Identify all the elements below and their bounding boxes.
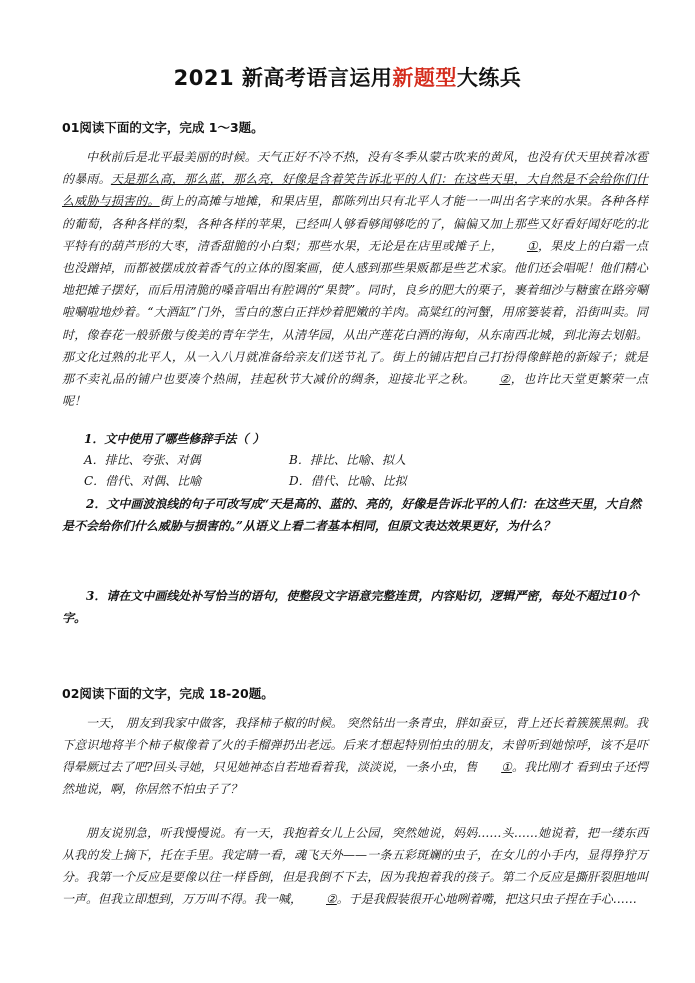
section2-paragraph-1 (62, 712, 648, 800)
section1-heading: 01阅读下面的文字，完成 1～3题。 (62, 120, 264, 135)
title-suffix: 大练兵 (456, 66, 522, 90)
section1-passage (62, 146, 648, 412)
question-1-options-row-2 (84, 471, 494, 492)
passage-text-c: ，果皮上的白霜一点也没蹭掉，而都被摆成放着香气的立体的图案画，使人感到那些果贩都是些艺术家。他们还会唱呢！他们精心地把摊子摆好，而后用清脆的嗓音唱出有腔调的“果赞”。同时，良乡的肥大的栗子，裹着细沙与糖蜜在路旁唰啦唰啦地炒着。“大酒缸”门外，雪白的葱白正拌炒着肥嫩的羊肉。高粱红的河蟹，用席篓装着，沿街叫卖。同时，像春花一般骄傲与俊美的青年学生，从清华园，从出产莲花白酒的海甸，从东南西北城，到北海去划船。那文化过熟的北平人，从一入八月就准备给亲友们送节礼了。街上的铺店把自己打扮得像鲜艳的新嫁子；就是那不卖礼品的铺户也要凑个热闹，挂起秋节大减价的绸条，迎接北平之秋。 (62, 238, 648, 387)
section2-heading: 02阅读下面的文字，完成 18-20题。 (62, 686, 274, 701)
blank-2: ② (499, 372, 511, 387)
section2-blank-1: ① (501, 760, 512, 774)
question-1: 1．文中使用了哪些修辞手法（ ） (84, 432, 265, 446)
option-c: C．借代、对偶、比喻 (84, 474, 202, 488)
option-d: D．借代、比喻、比拟 (289, 474, 407, 488)
document-title (0, 62, 695, 92)
question-3: 3．请在文中画线处补写恰当的语句，使整段文字语意完整连贯，内容贴切，逻辑严密，每处不超过10个字。 (62, 589, 640, 625)
section2-paragraph-2 (62, 822, 648, 910)
title-prefix: 2021 新高考语言运用 (173, 66, 393, 90)
section2-blank-2: ② (326, 892, 337, 906)
section2-p1-text-b: 。我比刚才 看到虫子还愕然地说，啊，你居然不怕虫子了？ (62, 760, 649, 796)
passage-text-d: ，也许比天堂更繁荣一点呢！ (62, 372, 648, 409)
option-b: B．排比、比喻、拟人 (289, 453, 406, 467)
passage-text-b: 街上的高摊与地摊，和果店里，都陈列出只有北平人才能一一叫出名字来的水果。各种各样的葡萄，各种各样的梨，各种各样的苹果，已经叫人够看够闻够吃的了，偏偏又加上那些又好看好闻好吃的北平特有的葫芦形的大枣，清香甜脆的小白梨；那些水果，无论是在店里或摊子上， (62, 194, 648, 253)
option-a: A．排比、夸张、对偶 (84, 453, 201, 467)
section2-p2-text-a: 朋友说别急，听我慢慢说。有一天，我抱着女儿上公园，突然她说，妈妈……头……她说着，把一缕东西从我的发上摘下，托在手里。我定睛一看，魂飞天外——一条五彩斑斓的虫子，在女儿的小手内，显得狰狞万分。我第一个反应是要像以往一样昏倒，但是我倒不下去，因为我抱着我的孩子。第二个反应是撕肝裂胆地叫一声。但我立即想到，万万叫不得。我一喊， (62, 826, 648, 906)
passage-text-a: 中秋前后是北平最美丽的时候。天气正好不冷不热，没有冬季从蒙古吹来的黄风，也没有伏天里挟着冰雹的暴雨。 (62, 150, 648, 187)
wavy-underlined-sentence: 天是那么高，那么蓝，那么亮，好像是含着笑告诉北平的人们：在这些天里，大自然是不会给你们什么威胁与损害的。 (62, 172, 648, 209)
section2-p2-text-b: 。于是我假装很开心地咧着嘴，把这只虫子捏在手心…… (336, 892, 637, 906)
question-2: 2．文中画波浪线的句子可改写成“天是高的、蓝的、亮的，好像是告诉北平的人们：在这些天里，大自然是不会给你们什么威胁与损害的。”从语义上看二者基本相同，但原文表达效果更好，为什么？ (62, 497, 642, 533)
question-1-options-row-1 (84, 450, 494, 471)
title-highlight: 新题型 (392, 66, 457, 90)
blank-1: ① (526, 238, 538, 253)
section2-p1-text-a: 一天， 朋友到我家中做客，我择柿子椒的时候。 突然钻出一条青虫，胖如蚕豆，背上还长着簇簇黑刺。我下意识地将半个柿子椒像着了火的手榴弹扔出老远。后来才想起特别怕虫的朋友，未曾听到她惊呼，该不是吓得晕厥过去了吧?回头寻她，只见她神态自若地看着我，淡淡说，一条小虫，售 (62, 716, 648, 774)
